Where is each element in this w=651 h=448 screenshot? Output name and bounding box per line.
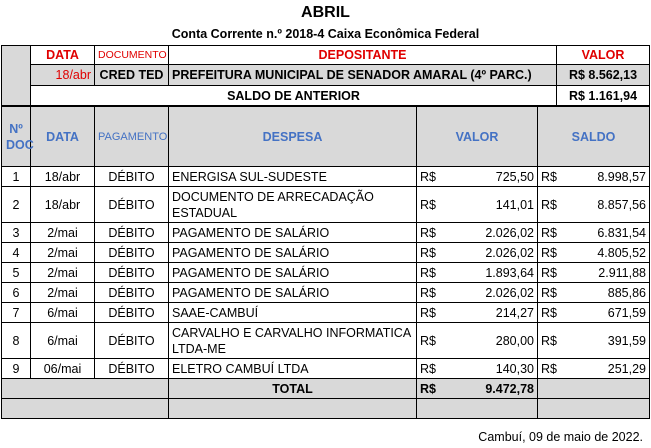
table-row: [2, 323, 650, 359]
row-date: 6/mai: [31, 303, 95, 323]
previous-balance-label: SALDO DE ANTERIOR: [31, 86, 557, 106]
row-payment: DÉBITO: [95, 323, 169, 359]
previous-balance-value: R$ 1.161,94: [557, 86, 650, 106]
deposit-table: [1, 45, 650, 106]
row-balance: 885,86: [571, 283, 650, 303]
empty-cell: [538, 399, 650, 419]
table-row: [2, 303, 650, 323]
row-value: 141,01: [454, 187, 538, 223]
previous-balance-row: [2, 86, 650, 106]
account-subtitle: Conta Corrente n.º 2018-4 Caixa Econômica Federal: [171, 27, 480, 41]
row-balance-currency: R$: [538, 283, 571, 303]
row-balance-currency: R$: [538, 359, 571, 379]
deposit-row: [2, 65, 650, 86]
table-row: [2, 187, 650, 223]
doc-number: 8: [2, 323, 31, 359]
row-balance: 8.857,56: [571, 187, 650, 223]
doc-number-header: Nº DOC: [2, 107, 31, 167]
total-blank: [2, 379, 169, 399]
doc-number: 4: [2, 243, 31, 263]
row-date: 18/abr: [31, 167, 95, 187]
depositor-header: DEPOSITANTE: [169, 46, 557, 65]
empty-cell: [2, 399, 169, 419]
deposit-date-header: DATA: [31, 46, 95, 65]
deposit-date: 18/abr: [31, 65, 95, 86]
row-date: 2/mai: [31, 243, 95, 263]
row-value-currency: R$: [417, 167, 454, 187]
row-expense: ENERGISA SUL-SUDESTE: [169, 167, 417, 187]
row-balance: 251,29: [571, 359, 650, 379]
row-value-currency: R$: [417, 323, 454, 359]
doc-number: 9: [2, 359, 31, 379]
row-value: 214,27: [454, 303, 538, 323]
expense-rows: [2, 167, 650, 379]
row-balance: 6.831,54: [571, 223, 650, 243]
place-date-footer: Cambuí, 09 de maio de 2022.: [478, 430, 643, 444]
total-label: TOTAL: [169, 379, 417, 399]
row-value-currency: R$: [417, 283, 454, 303]
depositor-name: PREFEITURA MUNICIPAL DE SENADOR AMARAL (4º PARC.): [169, 65, 557, 86]
row-expense: ELETRO CAMBUÍ LTDA: [169, 359, 417, 379]
row-value: 2.026,02: [454, 223, 538, 243]
payment-header: PAGAMENTO: [95, 107, 169, 167]
row-payment: DÉBITO: [95, 359, 169, 379]
row-value: 140,30: [454, 359, 538, 379]
table-row: [2, 283, 650, 303]
total-value: 9.472,78: [454, 379, 538, 399]
doc-number: 1: [2, 167, 31, 187]
row-date: 06/mai: [31, 359, 95, 379]
row-balance: 8.998,57: [571, 167, 650, 187]
row-balance-currency: R$: [538, 303, 571, 323]
row-date: 6/mai: [31, 323, 95, 359]
table-row: [2, 223, 650, 243]
doc-number: 6: [2, 283, 31, 303]
date-header: DATA: [31, 107, 95, 167]
row-balance-currency: R$: [538, 263, 571, 283]
row-payment: DÉBITO: [95, 263, 169, 283]
expense-header: DESPESA: [169, 107, 417, 167]
row-value-currency: R$: [417, 243, 454, 263]
row-payment: DÉBITO: [95, 283, 169, 303]
total-balance-blank: [538, 379, 650, 399]
row-value: 725,50: [454, 167, 538, 187]
row-payment: DÉBITO: [95, 303, 169, 323]
row-balance-currency: R$: [538, 187, 571, 223]
empty-cell: [417, 399, 538, 419]
row-date: 2/mai: [31, 223, 95, 243]
deposit-value: R$ 8.562,13: [557, 65, 650, 86]
row-value-currency: R$: [417, 359, 454, 379]
empty-cell: [169, 399, 417, 419]
row-expense: PAGAMENTO DE SALÁRIO: [169, 283, 417, 303]
deposit-value-header: VALOR: [557, 46, 650, 65]
deposit-document-header: DOCUMENTO: [95, 46, 169, 65]
row-value: 2.026,02: [454, 243, 538, 263]
row-value-currency: R$: [417, 263, 454, 283]
row-value: 280,00: [454, 323, 538, 359]
doc-number: 2: [2, 187, 31, 223]
row-expense: PAGAMENTO DE SALÁRIO: [169, 263, 417, 283]
row-expense: CARVALHO E CARVALHO INFORMATICA LTDA-ME: [169, 323, 417, 359]
row-payment: DÉBITO: [95, 167, 169, 187]
row-date: 18/abr: [31, 187, 95, 223]
blank-cell: [2, 46, 31, 106]
row-value-currency: R$: [417, 303, 454, 323]
balance-header: SALDO: [538, 107, 650, 167]
row-payment: DÉBITO: [95, 187, 169, 223]
deposit-header-row: [2, 46, 650, 65]
doc-number: 7: [2, 303, 31, 323]
total-row: [2, 379, 650, 399]
table-row: [2, 359, 650, 379]
row-balance-currency: R$: [538, 223, 571, 243]
row-balance-currency: R$: [538, 323, 571, 359]
row-payment: DÉBITO: [95, 243, 169, 263]
row-expense: PAGAMENTO DE SALÁRIO: [169, 243, 417, 263]
row-expense: DOCUMENTO DE ARRECADAÇÃO ESTADUAL: [169, 187, 417, 223]
row-value: 2.026,02: [454, 283, 538, 303]
table-row: [2, 263, 650, 283]
expense-table: [1, 106, 650, 419]
row-value-currency: R$: [417, 223, 454, 243]
row-expense: PAGAMENTO DE SALÁRIO: [169, 223, 417, 243]
doc-number: 5: [2, 263, 31, 283]
page-title: ABRIL: [301, 4, 350, 21]
table-row: [2, 243, 650, 263]
empty-row: [2, 399, 650, 419]
row-payment: DÉBITO: [95, 223, 169, 243]
value-header: VALOR: [417, 107, 538, 167]
deposit-document: CRED TED: [95, 65, 169, 86]
row-balance: 4.805,52: [571, 243, 650, 263]
row-value-currency: R$: [417, 187, 454, 223]
row-balance: 391,59: [571, 323, 650, 359]
total-currency: R$: [417, 379, 454, 399]
row-balance-currency: R$: [538, 243, 571, 263]
table-row: [2, 167, 650, 187]
doc-number: 3: [2, 223, 31, 243]
row-balance: 2.911,88: [571, 263, 650, 283]
row-date: 2/mai: [31, 283, 95, 303]
row-value: 1.893,64: [454, 263, 538, 283]
expense-header-row: [2, 107, 650, 167]
row-expense: SAAE-CAMBUÍ: [169, 303, 417, 323]
row-date: 2/mai: [31, 263, 95, 283]
row-balance-currency: R$: [538, 167, 571, 187]
row-balance: 671,59: [571, 303, 650, 323]
